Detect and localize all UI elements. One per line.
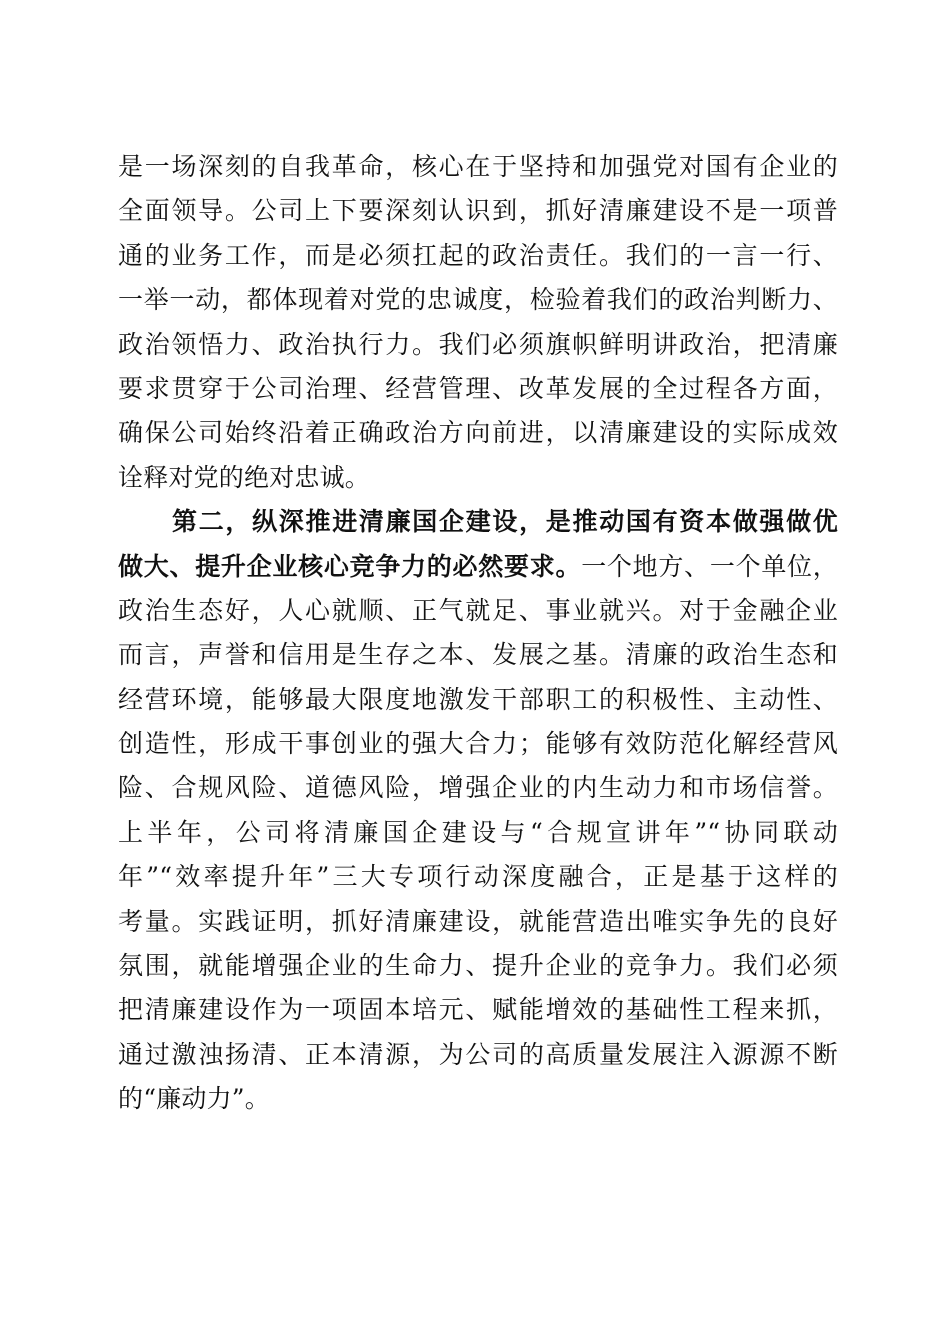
text-line: 是一场深刻的自我革命，核心在于坚持和加强党对国有企业的 [118, 152, 838, 181]
text-line: 氛围，就能增强企业的生命力、提升企业的竞争力。我们必须 [118, 951, 838, 981]
text-line: 考量。实践证明，抓好清廉建设，就能营造出唯实争先的良好 [118, 906, 838, 936]
paragraph-2 [118, 500, 838, 1121]
text-line: 经营环境，能够最大限度地激发干部职工的积极性、主动性、 [118, 684, 838, 714]
text-line: 诠释对党的绝对忠诚。 [118, 462, 371, 492]
text-line: 创造性，形成干事创业的强大合力；能够有效防范化解经营风 [118, 729, 838, 759]
bold-heading-line: 第二，纵深推进清廉国企建设，是推动国有资本做强做优 [172, 507, 838, 537]
text-line: 要求贯穿于公司治理、经营管理、改革发展的全过程各方面， [118, 373, 838, 403]
text-line: 一举一动，都体现着对党的忠诚度，检验着我们的政治判断力、 [118, 285, 838, 315]
document-body [118, 145, 838, 1122]
text-line: 确保公司始终沿着正确政治方向前进，以清廉建设的实际成效 [118, 418, 838, 448]
text-line: 的“廉动力”。 [118, 1084, 270, 1114]
text-line: 通的业务工作，而是必须扛起的政治责任。我们的一言一行、 [118, 240, 838, 270]
bold-heading-text: 做大、提升企业核心竞争力的必然要求。 [118, 551, 582, 581]
text-line: 年”“效率提升年”三大专项行动深度融合，正是基于这样的 [118, 862, 838, 892]
text-line [118, 545, 838, 589]
text-line: 政治领悟力、政治执行力。我们必须旗帜鲜明讲政治，把清廉 [118, 329, 838, 359]
text-line: 上半年，公司将清廉国企建设与“合规宣讲年”“协同联动 [118, 817, 838, 847]
text-line: 全面领导。公司上下要深刻认识到，抓好清廉建设不是一项普 [118, 196, 838, 226]
body-text: 一个地方、一个单位， [581, 551, 838, 581]
text-line: 而言，声誉和信用是生存之本、发展之基。清廉的政治生态和 [118, 640, 838, 670]
text-line: 政治生态好，人心就顺、正气就足、事业就兴。对于金融企业 [118, 595, 838, 625]
text-line: 把清廉建设作为一项固本培元、赋能增效的基础性工程来抓， [118, 995, 838, 1025]
text-line: 险、合规风险、道德风险，增强企业的内生动力和市场信誉。 [118, 773, 838, 803]
paragraph-1 [118, 145, 838, 500]
text-line: 通过激浊扬清、正本清源，为公司的高质量发展注入源源不断 [118, 1039, 838, 1069]
